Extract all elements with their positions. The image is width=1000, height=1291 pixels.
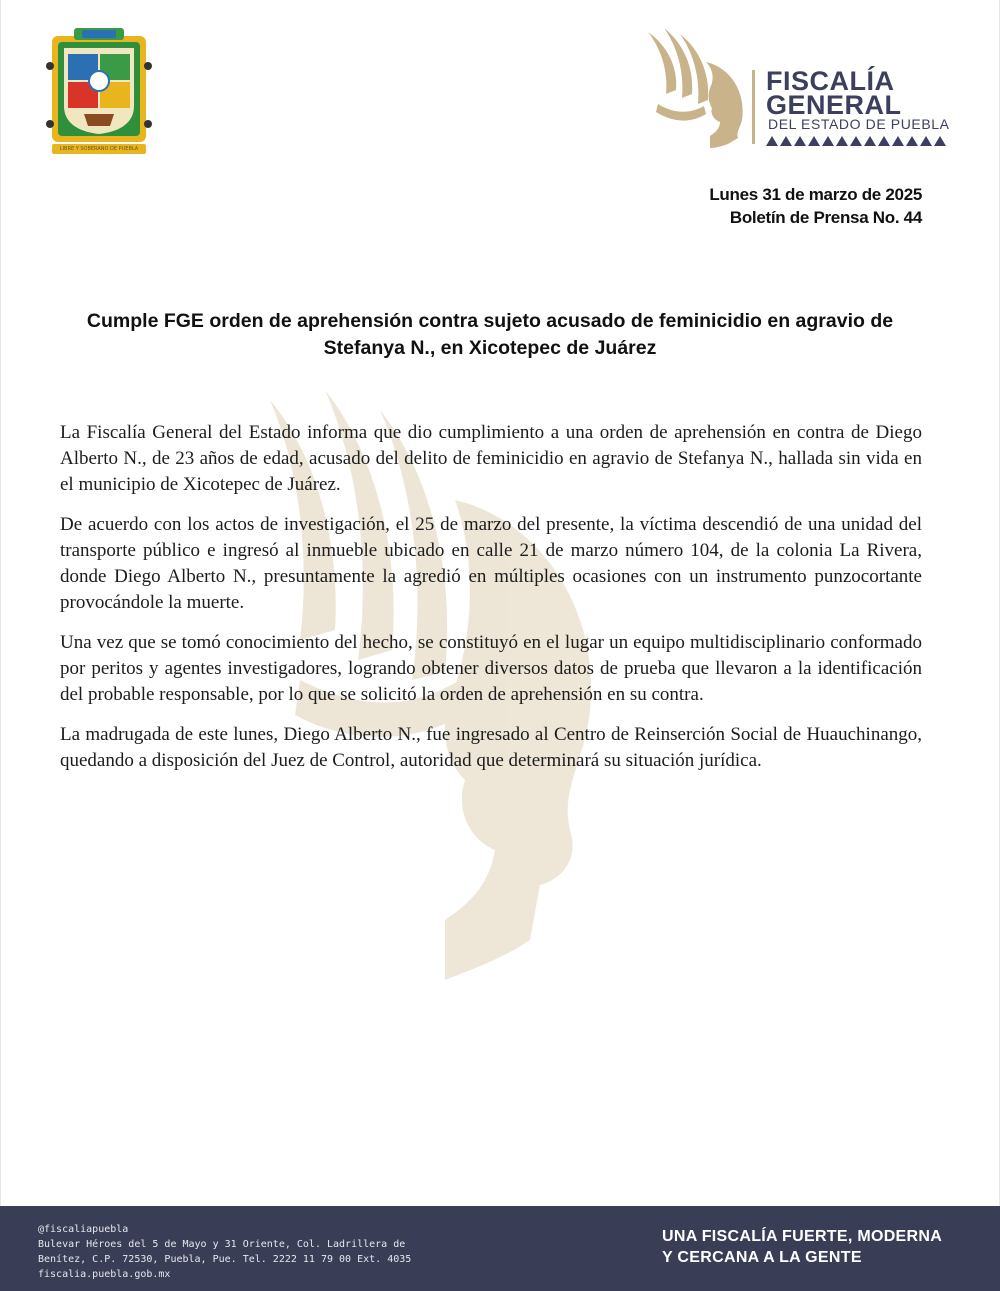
press-headline <box>60 308 920 362</box>
press-body <box>60 420 922 788</box>
bulletin-number: Boletín de Prensa No. 44 <box>729 208 922 227</box>
footer-address-line2: Benítez, C.P. 72530, Puebla, Pue. Tel. 2222 11 79 00 Ext. 4035 <box>38 1254 412 1265</box>
body-paragraph-2: De acuerdo con los actos de investigación, el 25 de marzo del presente, la víctima descendió de una unidad del transporte público e ingresó al inmueble ubicado en calle 21 de marzo número 104, de la colonia La Rivera, donde Diego Alberto N., presuntamente la agredió en múltiples ocasiones con un instrumento punzocortante provocándole la muerte. <box>60 514 922 613</box>
footer-website: fiscalia.puebla.gob.mx <box>38 1269 171 1280</box>
logo-subtitle: DEL ESTADO DE PUEBLA <box>768 116 950 132</box>
profile-emblem-icon <box>644 28 750 148</box>
footer-social-handle: @fiscaliapuebla <box>38 1224 129 1235</box>
bulletin-meta <box>709 183 922 229</box>
body-paragraph-3: Una vez que se tomó conocimiento del hecho, se constituyó en el lugar un equipo multidisciplinario conformado por peritos y agentes investigadores, logrando obtener diversos datos de prueba que llevaron a la identificación del probable responsable, por lo que se solicitó la orden de aprehensión en su contra. <box>60 632 922 705</box>
footer-contact <box>38 1222 411 1282</box>
footer-slogan-line1: UNA FISCALÍA FUERTE, MODERNA <box>662 1228 943 1245</box>
body-paragraph-1: La Fiscalía General del Estado informa que dio cumplimiento a una orden de aprehensión en contra de Diego Alberto N., de 23 años de edad, acusado del delito de feminicidio en agravio de Stefanya N., hallada sin vida en el municipio de Xicotepec de Juárez. <box>60 422 922 495</box>
logo-divider <box>752 70 755 144</box>
headline-line1: Cumple FGE orden de aprehensión contra sujeto acusado de feminicidio en agravio de <box>86 310 894 332</box>
seal-motto: LIBRE Y SOBERANO DE PUEBLA <box>59 146 139 152</box>
bulletin-date: Lunes 31 de marzo de 2025 <box>709 185 922 204</box>
logo-title-line2: GENERAL <box>766 90 902 120</box>
fiscalia-logo <box>644 28 964 158</box>
logo-greca-pattern <box>766 134 952 146</box>
page-footer <box>0 1206 1000 1291</box>
footer-address-line1: Bulevar Héroes del 5 de Mayo y 31 Oriente, Col. Ladrillera de <box>38 1239 406 1250</box>
footer-slogan-line2: Y CERCANA A LA GENTE <box>662 1249 862 1266</box>
footer-slogan <box>662 1226 942 1268</box>
headline-line2: Stefanya N., en Xicotepec de Juárez <box>323 337 657 359</box>
state-coat-of-arms-seal <box>44 26 154 160</box>
logo-title-line1: FISCALÍA <box>766 66 895 96</box>
body-paragraph-4: La madrugada de este lunes, Diego Alberto N., fue ingresado al Centro de Reinserción Social de Huauchinango, quedando a disposición del Juez de Control, autoridad que determinará su situación jurídica. <box>60 724 922 771</box>
